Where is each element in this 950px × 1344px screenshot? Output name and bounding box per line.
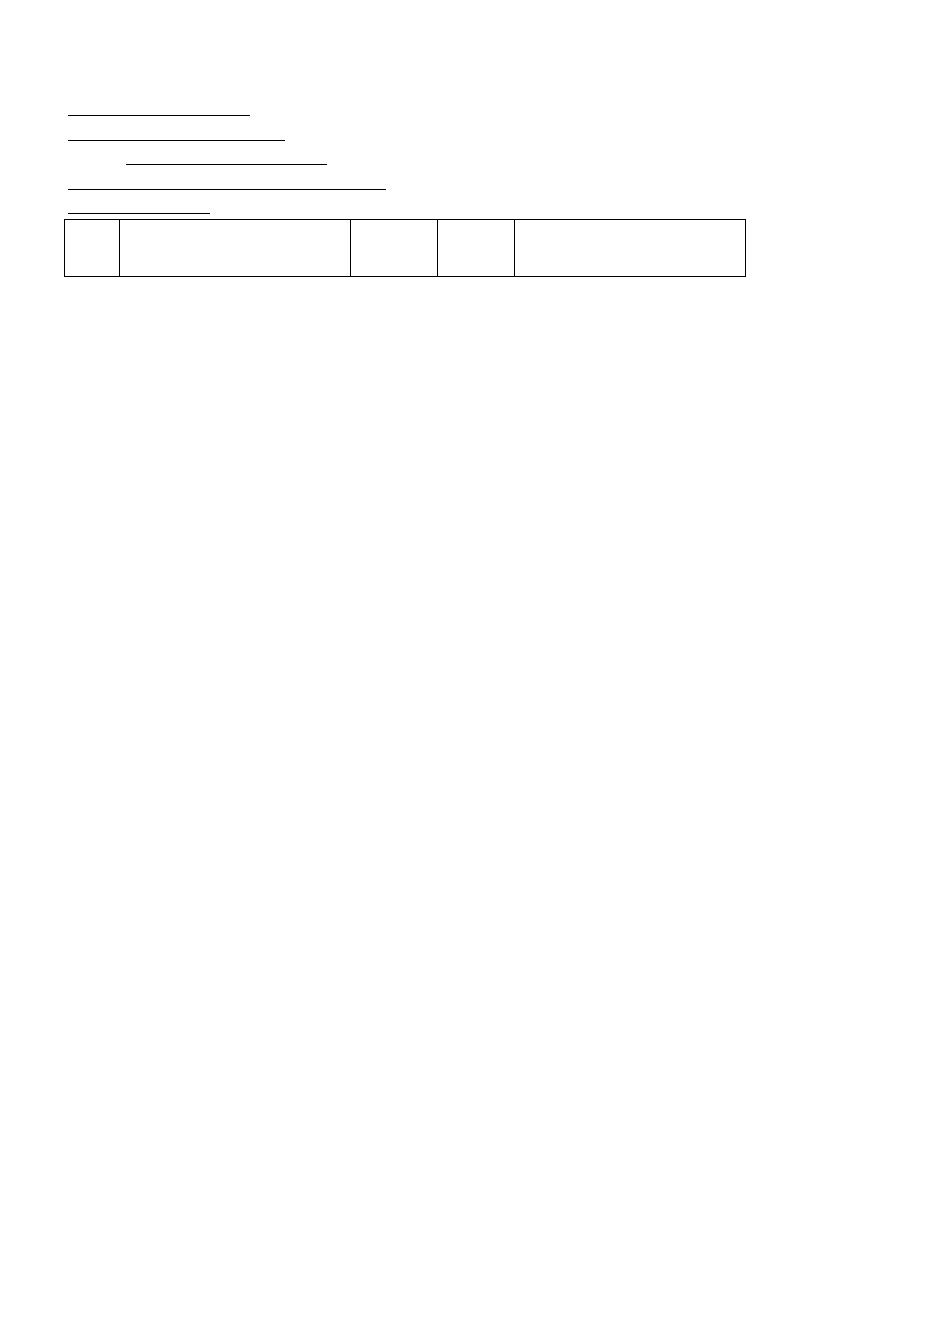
amount-in-words-field[interactable] bbox=[190, 171, 380, 190]
header-item-name bbox=[120, 219, 351, 276]
clause-5-1 bbox=[68, 170, 888, 195]
earth-quantity-field[interactable] bbox=[68, 195, 144, 214]
contract-amount-field[interactable] bbox=[68, 171, 190, 190]
rock-quantity-field[interactable] bbox=[144, 195, 210, 214]
header-no bbox=[65, 219, 120, 276]
document-page bbox=[68, 96, 888, 277]
header-unit-price bbox=[438, 219, 515, 276]
clause-5-1-1 bbox=[68, 194, 888, 219]
total-days-field[interactable] bbox=[126, 146, 321, 165]
clause-4-2 bbox=[68, 121, 888, 146]
clause-4-1 bbox=[68, 96, 888, 121]
clause-4-3 bbox=[68, 145, 888, 170]
start-date-field[interactable] bbox=[68, 97, 238, 116]
price-table bbox=[64, 219, 746, 277]
header-remarks bbox=[515, 219, 746, 276]
table-header-row bbox=[65, 219, 746, 276]
finish-date-field[interactable] bbox=[68, 122, 273, 141]
header-unit bbox=[351, 219, 438, 276]
